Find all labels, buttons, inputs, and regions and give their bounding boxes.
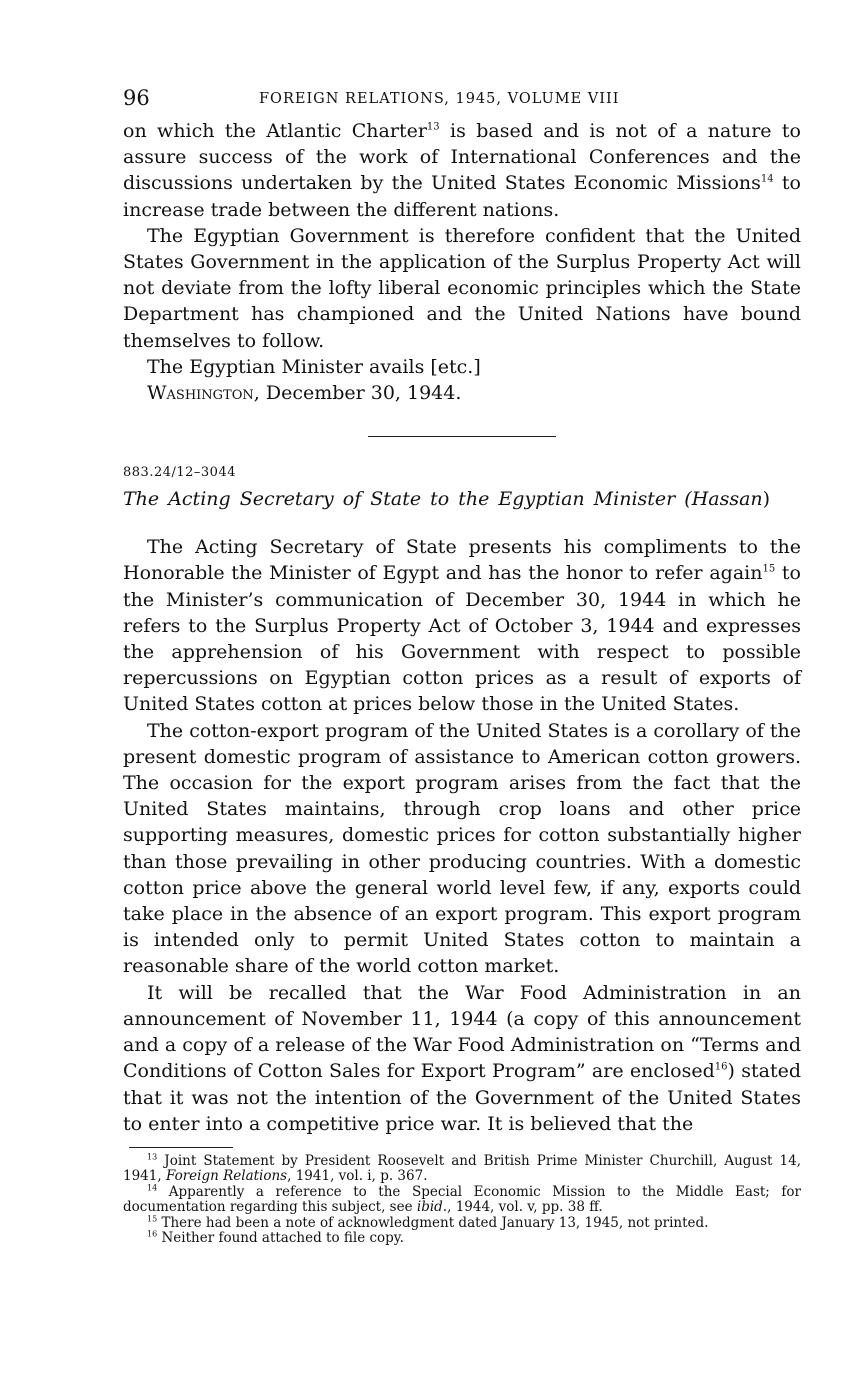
footnote-15: $^{15}$ There had been a note of acknowledgment dated January 13, 1945, not printed. [147,1214,709,1231]
place-name: Washington [147,382,254,405]
title-name: Hassan [691,488,763,511]
closing-line: The Egyptian Minister avails [etc.] [147,355,481,378]
page-number: 96 [123,86,150,110]
footnote-16: $^{16}$ Neither found attached to file copy. [147,1229,404,1246]
place-date-line [123,380,801,406]
footnotes [123,1154,801,1246]
running-title: FOREIGN RELATIONS, 1945, VOLUME VIII [259,91,620,107]
footnote-ref-15[interactable]: 15 [762,564,776,576]
footnote-ref-16[interactable]: 16 [714,1061,728,1073]
footnote-rule [129,1147,233,1148]
document-page [123,86,801,1246]
paragraph: The Acting Secretary of State presents his compliments to the Honorable the Minister of Egypt and has the honor to refer again$^{15}$ to the Minister’s communication of December 30, 1944 in which he refers to the Surplus Property Act of October 3, 1944 and expresses the apprehension of his Government with respect to possible repercussions on Egyptian cotton prices as a result of exports of United States cotton at prices below those in the United States. [123,536,801,716]
page-header [123,86,801,118]
footnote-14: $^{14}$ Apparently a reference to the Special Economic Mission to the Middle East; for documentation regarding this subject, see ibid., 1944, vol. v, pp. 38 ff. [123,1183,801,1216]
footnote-13: $^{13}$ Joint Statement by President Roosevelt and British Prime Minister Churchill, August 14, 1941, Foreign Relations, 1941, vol. i, p. 367. [123,1152,801,1185]
paragraph: The Egyptian Government is therefore confident that the United States Government in the application of the Surplus Property Act will not deviate from the lofty liberal economic principles which the State Department has championed and the United Nations have bound themselves to follow. [123,224,801,352]
date-text: , December 30, 1944. [253,382,462,405]
paragraph: It will be recalled that the War Food Administration in an announcement of November 11, 1944 (a copy of this announcement and a copy of a release of the War Food Administration on “Terms and Conditions of Cotton Sales for Export Program” are enclosed$^{16}$) stated that it was not the intention of the Government of the United States to enter into a competitive price war. It is believed that the [123,981,801,1135]
footnote-ref-14[interactable]: 14 [760,174,774,186]
document-title: The Acting Secretary of State to the Egyptian Minister (Hassan) [123,488,771,511]
file-number: 883.24/12–3044 [123,465,236,481]
footnote-ref-13[interactable]: 13 [426,121,440,133]
section-divider [368,436,556,437]
paragraph: The cotton-export program of the United States is a corollary of the present domestic program of assistance to American cotton growers. The occasion for the export program arises from the fact that the United States maintains, through crop loans and other price supporting measures, domestic prices for cotton substantially higher than those prevailing in other producing countries. With a domestic cotton price above the general world level few, if any, exports could take place in the absence of an export program. This export program is intended only to permit United States cotton to maintain a reasonable share of the world cotton market. [123,719,801,978]
paragraph-continued: on which the Atlantic Charter$^{13}$ is based and is not of a nature to assure success of the work of International Conferences and the discussions undertaken by the United States Economic Missions$^{14}$ to increase trade between the different nations. [123,120,801,221]
